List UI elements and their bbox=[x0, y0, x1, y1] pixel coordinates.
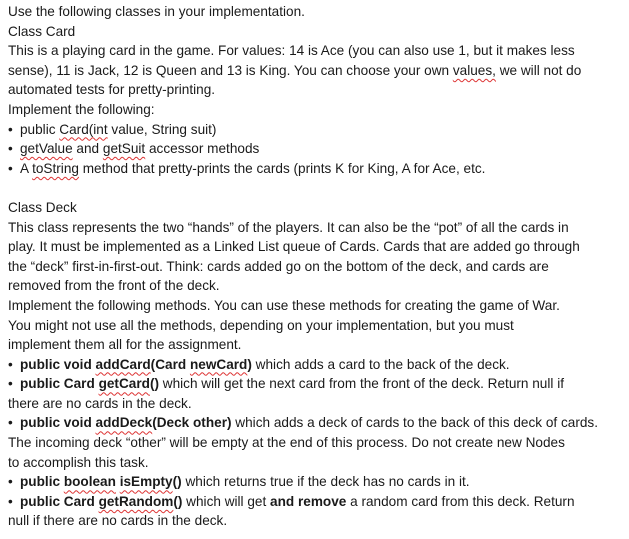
list-item: • public Card getCard() which will get the next card from the front of the deck. Return null if bbox=[8, 374, 626, 394]
bullet-glyph: • bbox=[8, 493, 13, 509]
bullet-glyph: • bbox=[8, 121, 13, 137]
card-desc-line: This is a playing card in the game. For values: 14 is Ace (you can also use 1, but it makes less bbox=[8, 43, 575, 59]
deck-class-heading: Class Deck bbox=[8, 199, 77, 215]
list-item: • public boolean isEmpty() which returns true if the deck has no cards in it. bbox=[8, 472, 626, 492]
bullet-glyph: • bbox=[8, 376, 13, 392]
list-item: • getValue and getSuit accessor methods bbox=[8, 139, 626, 159]
list-item: • public void addDeck(Deck other) which adds a deck of cards to the back of this deck of cards. bbox=[8, 413, 626, 433]
list-item: • A toString method that pretty-prints the cards (prints K for King, A for Ace, etc. bbox=[8, 159, 626, 179]
deck-desc-line: removed from the front of the deck. bbox=[8, 278, 220, 294]
card-class-heading: Class Card bbox=[8, 23, 76, 39]
bullet-glyph: • bbox=[8, 160, 13, 176]
bullet-glyph: • bbox=[8, 415, 13, 431]
card-desc-line: sense), 11 is Jack, 12 is Queen and 13 is King. You can choose your own values, we will not do bbox=[8, 62, 582, 78]
card-desc-line: automated tests for pretty-printing. bbox=[8, 82, 216, 98]
intro-text: Use the following classes in your implementation. bbox=[8, 4, 305, 19]
list-item-continuation: null if there are no cards in the deck. bbox=[8, 513, 228, 529]
list-item-continuation: there are no cards in the deck. bbox=[8, 395, 192, 411]
deck-desc-line: the “deck” first-in-first-out. Think: cards added go on the bottom of the deck, and cards are bbox=[8, 258, 549, 274]
deck-desc-line: You might not use all the methods, depending on your implementation, but you must bbox=[8, 317, 514, 333]
list-item: • public Card getRandom() which will get and remove a random card from this deck. Return bbox=[8, 492, 626, 512]
paragraph-spacer bbox=[8, 178, 626, 198]
card-implement-label: Implement the following: bbox=[8, 101, 155, 117]
list-item: • public void addCard(Card newCard) which adds a card to the back of the deck. bbox=[8, 355, 626, 375]
bullet-glyph: • bbox=[8, 356, 13, 372]
list-item-continuation: The incoming deck “other” will be empty at the end of this process. Do not create new Nodes bbox=[8, 435, 565, 451]
bullet-glyph: • bbox=[8, 474, 13, 490]
deck-desc-line: play. It must be implemented as a Linked List queue of Cards. Cards that are added go through bbox=[8, 239, 580, 255]
list-item-continuation: to accomplish this task. bbox=[8, 454, 149, 470]
deck-desc-line: This class represents the two “hands” of the players. It can also be the “pot” of all the cards in bbox=[8, 219, 569, 235]
deck-desc-line: implement them all for the assignment. bbox=[8, 337, 242, 353]
document-body bbox=[8, 2, 626, 531]
bullet-glyph: • bbox=[8, 141, 13, 157]
list-item: • public Card(int value, String suit) bbox=[8, 120, 626, 140]
deck-desc-line: Implement the following methods. You can use these methods for creating the game of War. bbox=[8, 297, 560, 313]
